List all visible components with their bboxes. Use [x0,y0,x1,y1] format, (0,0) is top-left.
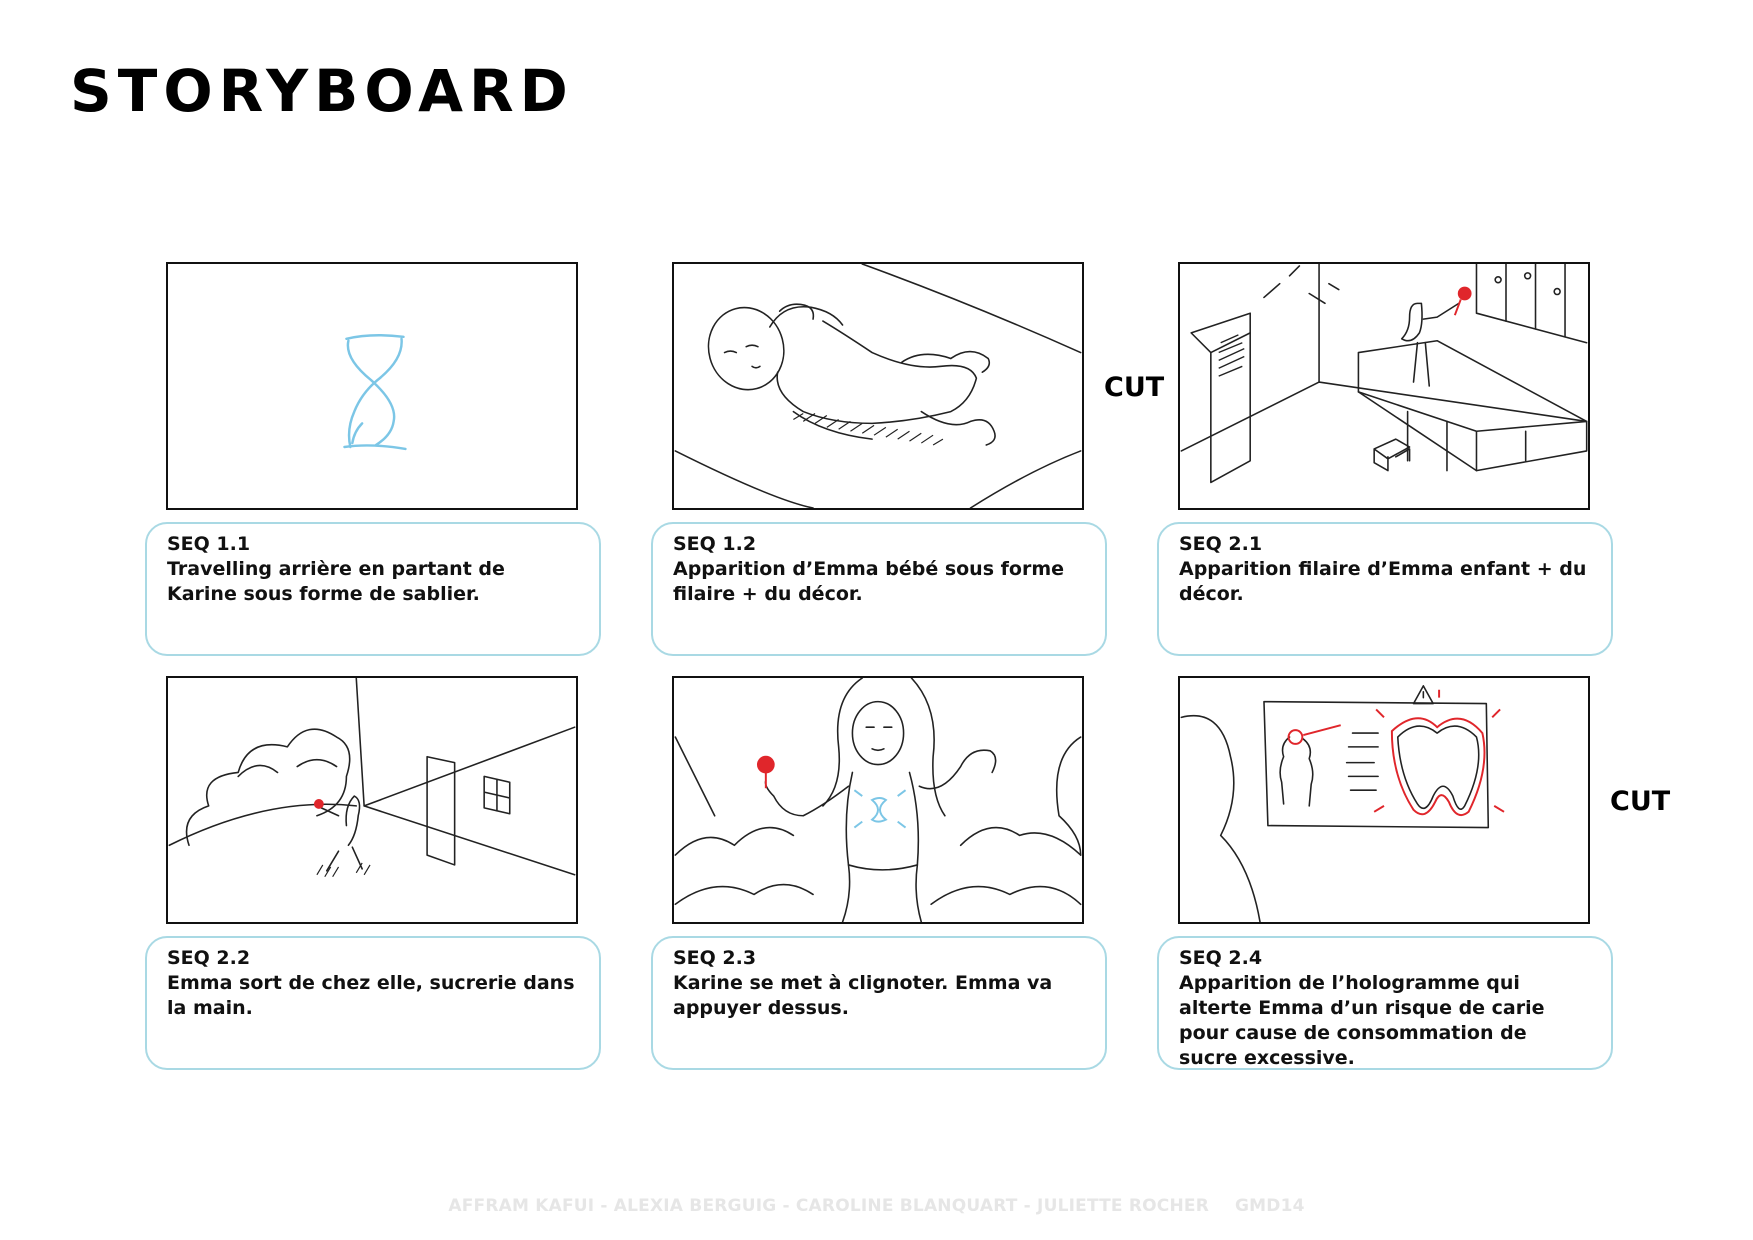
storyboard-frame-2-4 [1178,676,1590,924]
scene-description: Emma sort de chez elle, sucrerie dans la main. [167,972,575,1019]
storyboard-frame-2-1 [1178,262,1590,510]
storyboard-frame-2-3 [672,676,1084,924]
cut-label: CUT [1610,786,1671,817]
scene-caption-2-1 [1157,522,1613,656]
scene-description: Karine se met à clignoter. Emma va appuyer dessus. [673,972,1053,1019]
storyboard-frame-1-2 [672,262,1084,510]
cut-label: CUT [1104,372,1165,403]
footer-credits [0,1196,1753,1216]
scene-caption-1-2 [651,522,1107,656]
footer-class: GMD14 [1235,1196,1305,1216]
storyboard-frame-2-2 [166,676,578,924]
footer-authors: AFFRAM KAFUI - ALEXIA BERGUIG - CAROLINE BLANQUART - JULIETTE ROCHER [448,1196,1210,1216]
hologram-sketch [1180,678,1588,922]
scene-description: Travelling arrière en partant de Karine sous forme de sablier. [167,558,505,605]
scene-caption-2-3 [651,936,1107,1070]
scene-number: SEQ 2.1 [1179,533,1263,555]
emma-lollipop-sketch [674,678,1082,922]
scene-number: SEQ 2.2 [167,947,251,969]
scene-number: SEQ 2.4 [1179,947,1263,969]
storyboard-frame-1-1 [166,262,578,510]
scene-caption-2-2 [145,936,601,1070]
scene-description: Apparition de l’hologramme qui alterte Emma d’un risque de carie pour cause de consommation de sucre excessive. [1179,972,1545,1069]
hourglass-sketch [168,264,576,508]
baby-sketch [674,264,1082,508]
scene-description: Apparition filaire d’Emma enfant + du décor. [1179,558,1587,605]
scene-caption-1-1 [145,522,601,656]
scene-number: SEQ 2.3 [673,947,757,969]
kitchen-sketch [1180,264,1588,508]
scene-number: SEQ 1.1 [167,533,251,555]
scene-caption-2-4 [1157,936,1613,1070]
scene-number: SEQ 1.2 [673,533,757,555]
street-sketch [168,678,576,922]
page-title: STORYBOARD [70,57,574,125]
scene-description: Apparition d’Emma bébé sous forme filaire + du décor. [673,558,1065,605]
